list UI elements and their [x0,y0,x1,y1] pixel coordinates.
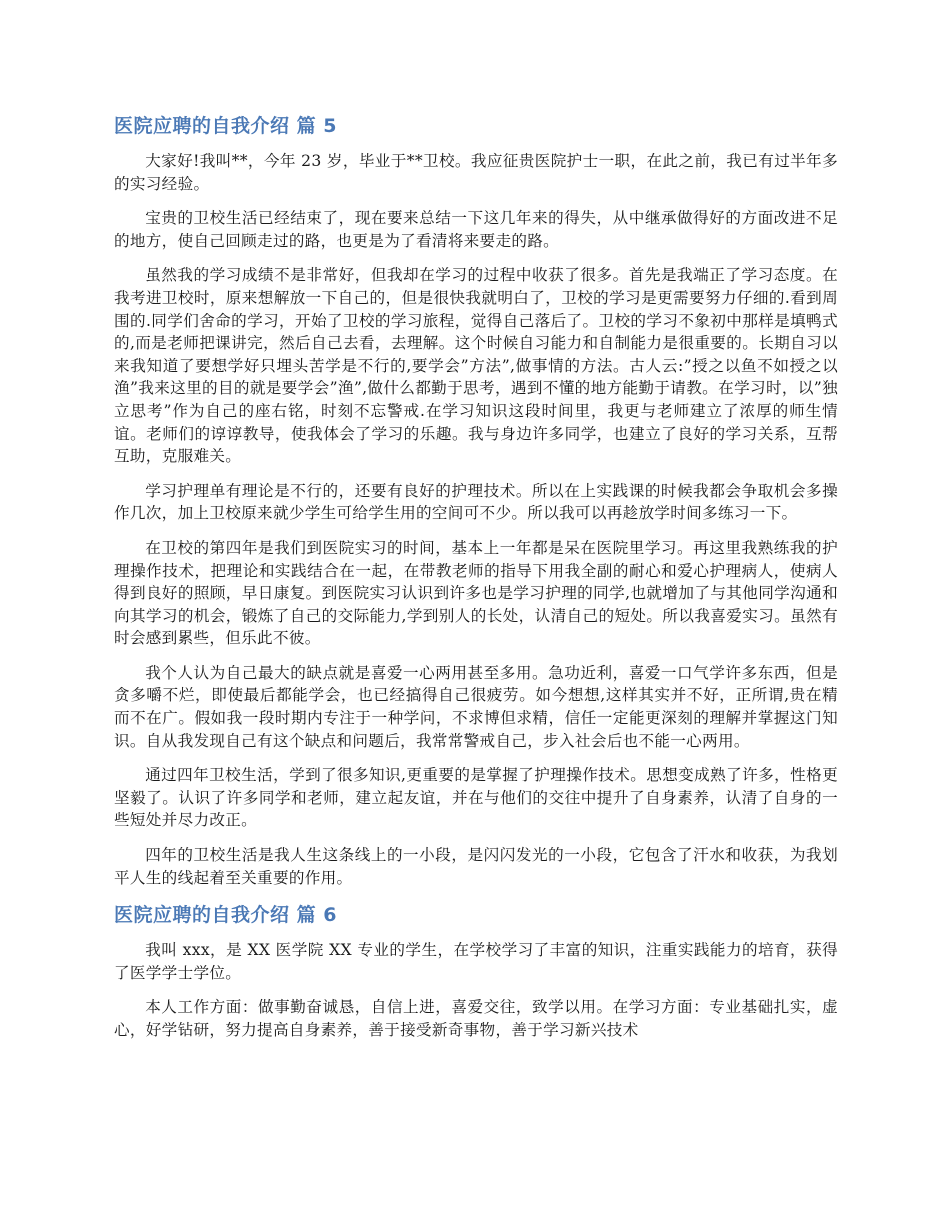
paragraph: 本人工作方面：做事勤奋诚恳，自信上进，喜爱交往，致学以用。在学习方面：专业基础扎实，虚心，好学钻研，努力提高自身素养，善于接受新奇事物，善于学习新兴技术 [114,998,838,1039]
paragraph: 我叫 xxx，是 XX 医学院 XX 专业的学生，在学校学习了丰富的知识，注重实践能力的培育，获得了医学学士学位。 [114,941,838,982]
section-heading: 医院应聘的自我介绍 篇 5 [114,115,337,137]
paragraph: 通过四年卫校生活，学到了很多知识,更重要的是掌握了护理操作技术。思想变成熟了许多，性格更坚毅了。认识了许多同学和老师，建立起友谊，并在与他们的交往中提升了自身素养，认清了自身的一些短处并尽力改正。 [114,766,838,830]
paragraph: 宝贵的卫校生活已经结束了，现在要来总结一下这几年来的得失，从中继承做得好的方面改进不足的地方，使自己回顾走过的路，也更是为了看清将来要走的路。 [114,209,838,250]
paragraph: 四年的卫校生活是我人生这条线上的一小段，是闪闪发光的一小段，它包含了汗水和收获，为我划平人生的线起着至关重要的作用。 [114,846,838,887]
paragraph: 学习护理单有理论是不行的，还要有良好的护理技术。所以在上实践课的时候我都会争取机会多操作几次，加上卫校原来就少学生可给学生用的空间可不少。所以我可以再趁放学时间多练习一下。 [114,481,838,523]
section-5 [114,112,838,889]
paragraph: 我个人认为自己最大的缺点就是喜爱一心两用甚至多用。急功近利，喜爱一口气学许多东西，但是贪多嚼不烂，即使最后都能学会，也已经搞得自己很疲劳。如今想想,这样其实并不好，正所谓,贵在精而不在广。假如我一段时期内专注于一种学问，不求博但求精，信任一定能更深刻的理解并掌握这门知识。自从我发现自己有这个缺点和问题后，我常常警戒自己，步入社会后也不能一心两用。 [114,663,838,750]
section-heading: 医院应聘的自我介绍 篇 6 [114,904,337,927]
paragraph: 大家好!我叫**，今年 23 岁，毕业于**卫校。我应征贵医院护士一职，在此之前，我已有过半年多的实习经验。 [114,152,838,193]
paragraph: 虽然我的学习成绩不是非常好，但我却在学习的过程中收获了很多。首先是我端正了学习态度。在我考进卫校时，原来想解放一下自己的，但是很快我就明白了，卫校的学习是更需要努力仔细的.看到周围的.同学们舍命的学习，开始了卫校的学习旅程，觉得自己落后了。卫校的学习不象初中那样是填鸭式的,而是老师把课讲完，然后自己去看，去理解。这个时候自习能力和自制能力是很重要的。长期自习以来我知道了要想学好只埋头苦学是不行的,要学会”方法”,做事情的方法。古人云:”授之以鱼不如授之以渔”我来这里的目的就是要学会”渔”,做什么都勤于思考，遇到不懂的地方能勤于请教。在学习时，以”独立思考”作为自己的座右铭，时刻不忘警戒.在学习知识这段时间里，我更与老师建立了浓厚的师生情谊。老师们的谆谆教导，使我体会了学习的乐趣。我与身边许多同学，也建立了良好的学习关系，互帮互助，克服难关。 [114,266,838,466]
document-page [114,112,838,1054]
paragraph: 在卫校的第四年是我们到医院实习的时间，基本上一年都是呆在医院里学习。再这里我熟练我的护理操作技术，把理论和实践结合在一起，在带教老师的指导下用我全副的耐心和爱心护理病人，使病人得到良好的照顾，早日康复。到医院实习认识到许多也是学习护理的同学,也就增加了与其他同学沟通和向其学习的机会，锻炼了自己的交际能力,学到别人的长处，认清自己的短处。所以我喜爱实习。虽然有时会感到累些，但乐此不彼。 [114,538,838,648]
section-6 [114,901,838,1041]
